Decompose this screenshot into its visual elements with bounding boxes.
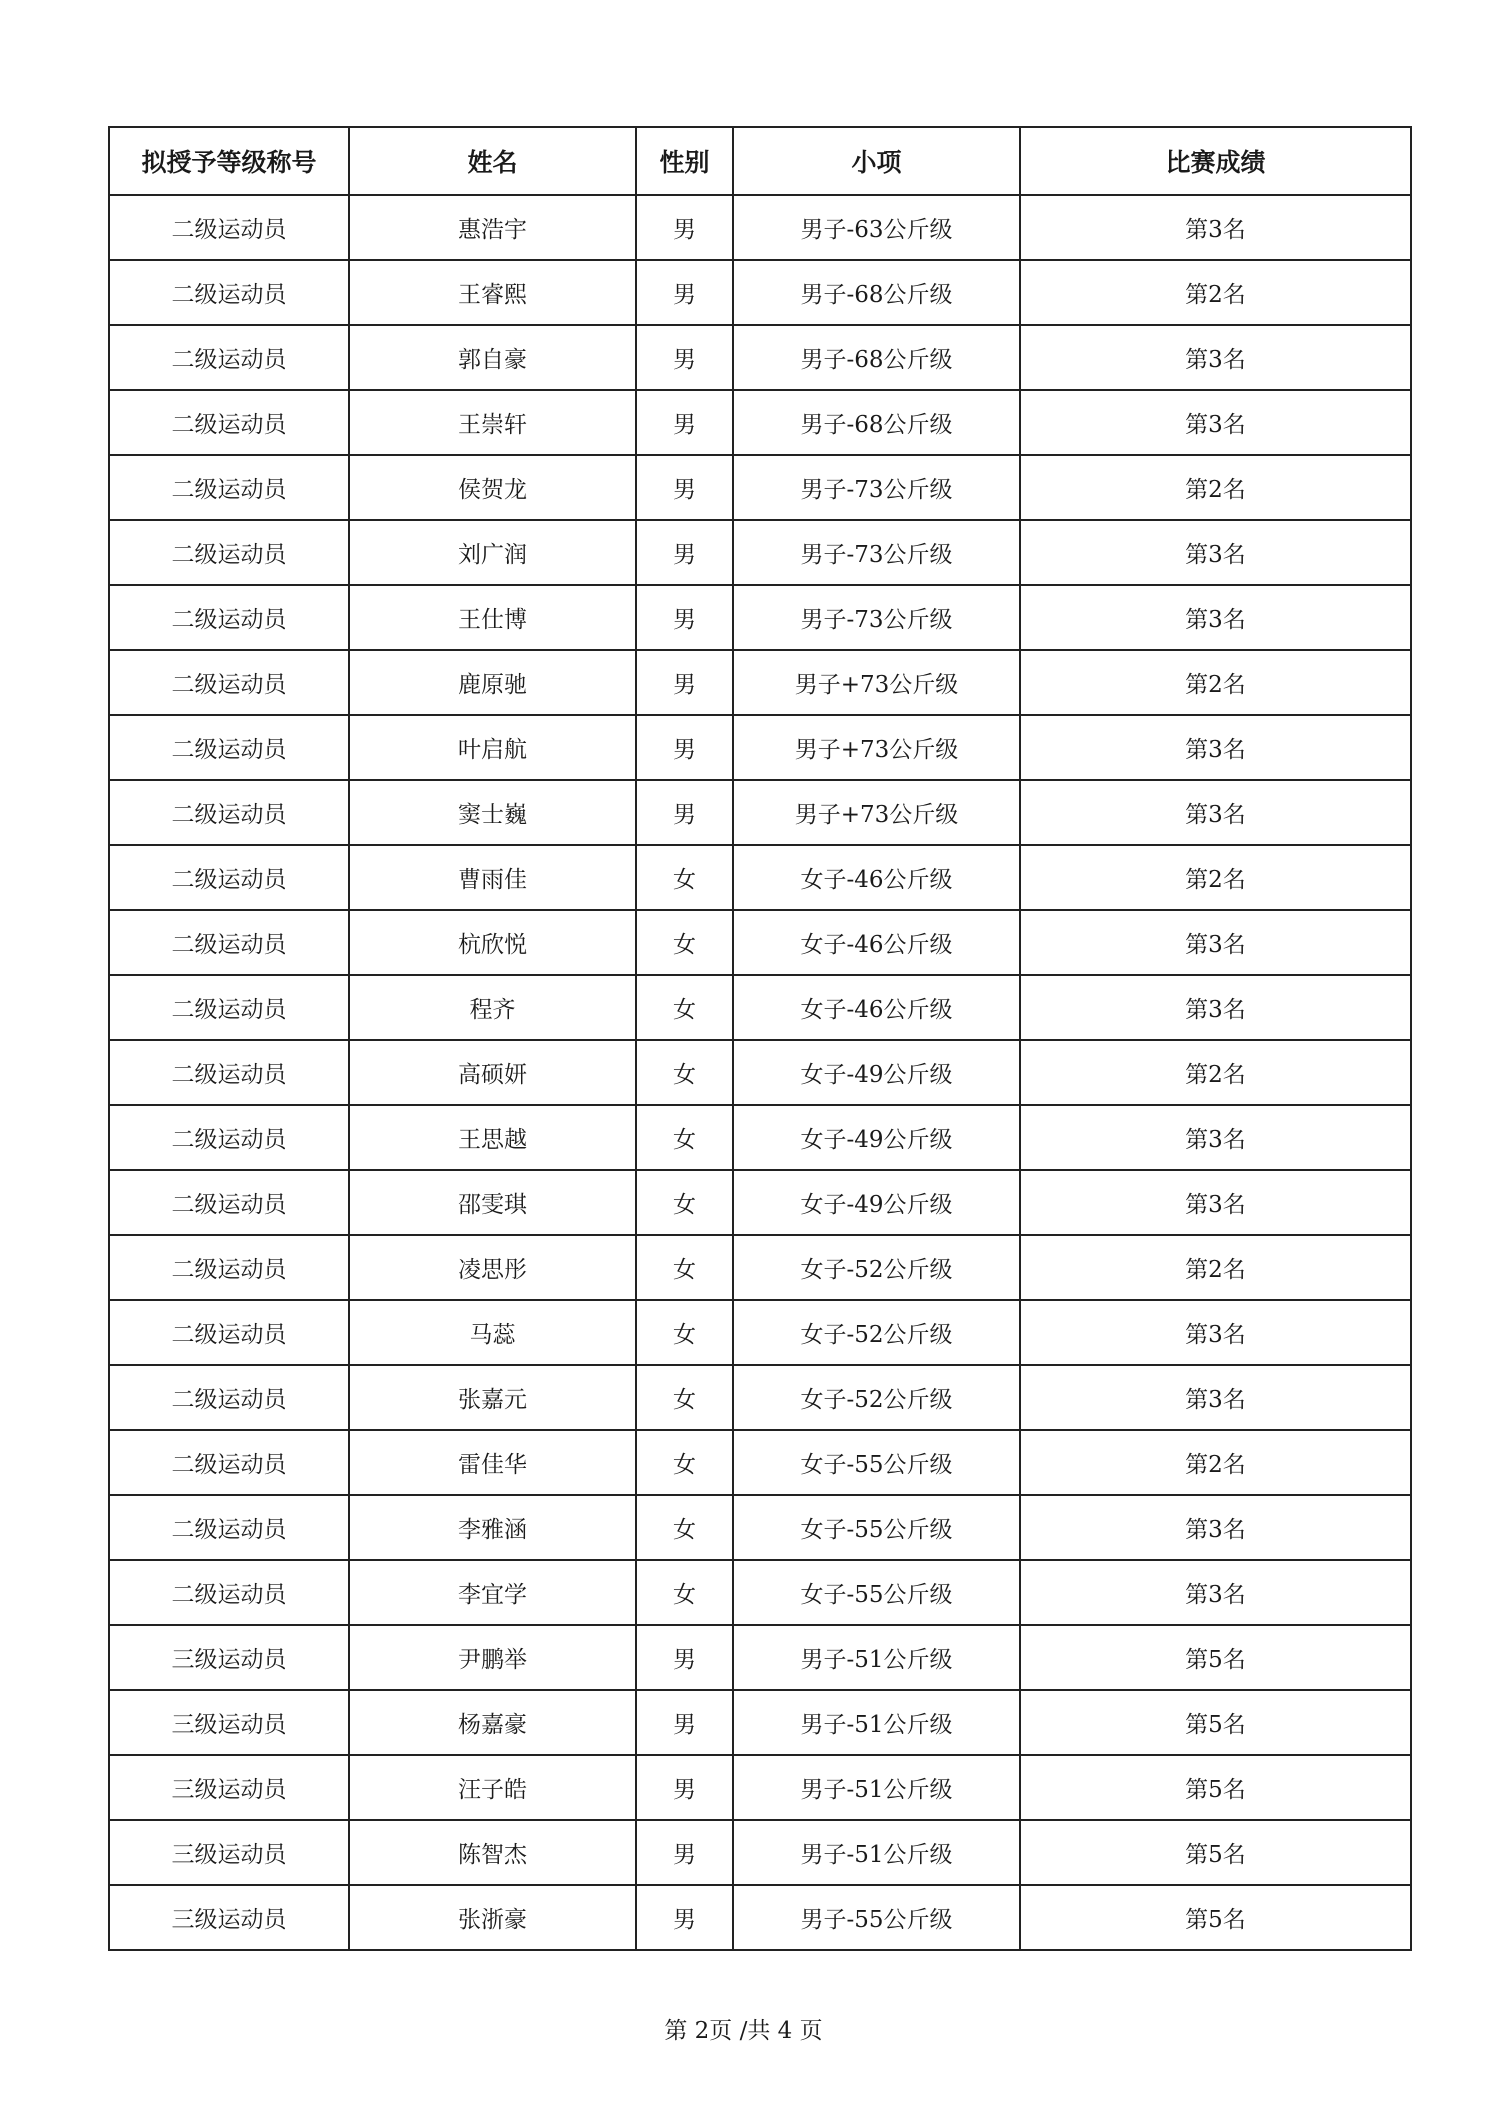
cell-name: 李宜学 xyxy=(349,1560,636,1625)
table-row xyxy=(109,1300,1411,1365)
cell-event: 女子-55公斤级 xyxy=(733,1495,1020,1560)
cell-name: 雷佳华 xyxy=(349,1430,636,1495)
table-row xyxy=(109,1820,1411,1885)
cell-grade-title: 二级运动员 xyxy=(109,260,349,325)
table-row xyxy=(109,1365,1411,1430)
cell-event: 女子-52公斤级 xyxy=(733,1300,1020,1365)
cell-event: 男子+73公斤级 xyxy=(733,715,1020,780)
table-header xyxy=(109,127,1411,195)
cell-event: 男子-68公斤级 xyxy=(733,325,1020,390)
cell-name: 王仕博 xyxy=(349,585,636,650)
cell-grade-title: 二级运动员 xyxy=(109,1365,349,1430)
cell-name: 杨嘉豪 xyxy=(349,1690,636,1755)
table-row xyxy=(109,1755,1411,1820)
cell-result: 第5名 xyxy=(1020,1885,1411,1950)
table-row xyxy=(109,390,1411,455)
table-row xyxy=(109,1040,1411,1105)
cell-event: 女子-49公斤级 xyxy=(733,1170,1020,1235)
cell-name: 曹雨佳 xyxy=(349,845,636,910)
cell-name: 鹿原驰 xyxy=(349,650,636,715)
cell-result: 第3名 xyxy=(1020,910,1411,975)
cell-name: 汪子皓 xyxy=(349,1755,636,1820)
cell-result: 第3名 xyxy=(1020,1300,1411,1365)
table-body xyxy=(109,195,1411,1950)
cell-gender: 男 xyxy=(636,1885,733,1950)
cell-gender: 女 xyxy=(636,1235,733,1300)
cell-event: 男子+73公斤级 xyxy=(733,780,1020,845)
cell-gender: 女 xyxy=(636,910,733,975)
cell-grade-title: 二级运动员 xyxy=(109,650,349,715)
cell-gender: 男 xyxy=(636,715,733,780)
cell-grade-title: 二级运动员 xyxy=(109,845,349,910)
table-row xyxy=(109,715,1411,780)
cell-event: 男子-68公斤级 xyxy=(733,390,1020,455)
cell-gender: 女 xyxy=(636,1560,733,1625)
cell-grade-title: 二级运动员 xyxy=(109,780,349,845)
cell-name: 杭欣悦 xyxy=(349,910,636,975)
cell-result: 第2名 xyxy=(1020,1040,1411,1105)
cell-grade-title: 二级运动员 xyxy=(109,325,349,390)
cell-result: 第5名 xyxy=(1020,1820,1411,1885)
header-gender: 性别 xyxy=(636,127,733,195)
cell-gender: 男 xyxy=(636,325,733,390)
cell-result: 第2名 xyxy=(1020,650,1411,715)
cell-event: 女子-49公斤级 xyxy=(733,1105,1020,1170)
cell-grade-title: 二级运动员 xyxy=(109,195,349,260)
cell-gender: 女 xyxy=(636,1365,733,1430)
cell-grade-title: 三级运动员 xyxy=(109,1885,349,1950)
cell-result: 第3名 xyxy=(1020,1365,1411,1430)
table-row xyxy=(109,975,1411,1040)
cell-grade-title: 二级运动员 xyxy=(109,1495,349,1560)
cell-name: 窦士巍 xyxy=(349,780,636,845)
cell-grade-title: 二级运动员 xyxy=(109,715,349,780)
cell-result: 第2名 xyxy=(1020,845,1411,910)
cell-gender: 男 xyxy=(636,1820,733,1885)
cell-result: 第3名 xyxy=(1020,1560,1411,1625)
cell-event: 女子-55公斤级 xyxy=(733,1430,1020,1495)
table-row xyxy=(109,1560,1411,1625)
table-row xyxy=(109,1430,1411,1495)
table-row xyxy=(109,520,1411,585)
cell-event: 男子-68公斤级 xyxy=(733,260,1020,325)
cell-event: 男子-51公斤级 xyxy=(733,1690,1020,1755)
cell-grade-title: 三级运动员 xyxy=(109,1690,349,1755)
cell-event: 男子-55公斤级 xyxy=(733,1885,1020,1950)
cell-grade-title: 二级运动员 xyxy=(109,1430,349,1495)
cell-name: 马蕊 xyxy=(349,1300,636,1365)
table-row xyxy=(109,1690,1411,1755)
table-row xyxy=(109,260,1411,325)
header-name: 姓名 xyxy=(349,127,636,195)
cell-name: 侯贺龙 xyxy=(349,455,636,520)
cell-gender: 男 xyxy=(636,1755,733,1820)
cell-event: 女子-55公斤级 xyxy=(733,1560,1020,1625)
cell-grade-title: 二级运动员 xyxy=(109,455,349,520)
cell-event: 女子-46公斤级 xyxy=(733,845,1020,910)
cell-event: 男子-51公斤级 xyxy=(733,1820,1020,1885)
athlete-grade-table xyxy=(108,126,1412,1951)
cell-gender: 男 xyxy=(636,1690,733,1755)
cell-name: 张嘉元 xyxy=(349,1365,636,1430)
cell-gender: 女 xyxy=(636,1105,733,1170)
cell-gender: 女 xyxy=(636,1495,733,1560)
cell-result: 第5名 xyxy=(1020,1625,1411,1690)
cell-gender: 男 xyxy=(636,455,733,520)
table-row xyxy=(109,650,1411,715)
cell-result: 第3名 xyxy=(1020,390,1411,455)
cell-name: 李雅涵 xyxy=(349,1495,636,1560)
table-row xyxy=(109,455,1411,520)
cell-grade-title: 三级运动员 xyxy=(109,1755,349,1820)
cell-result: 第3名 xyxy=(1020,1495,1411,1560)
cell-grade-title: 二级运动员 xyxy=(109,390,349,455)
cell-result: 第2名 xyxy=(1020,455,1411,520)
cell-event: 女子-52公斤级 xyxy=(733,1235,1020,1300)
table-row xyxy=(109,845,1411,910)
cell-name: 王思越 xyxy=(349,1105,636,1170)
cell-gender: 男 xyxy=(636,1625,733,1690)
table-row xyxy=(109,1885,1411,1950)
cell-gender: 男 xyxy=(636,585,733,650)
cell-event: 女子-46公斤级 xyxy=(733,910,1020,975)
cell-gender: 男 xyxy=(636,195,733,260)
cell-event: 男子-73公斤级 xyxy=(733,455,1020,520)
cell-grade-title: 二级运动员 xyxy=(109,1235,349,1300)
table-row xyxy=(109,1170,1411,1235)
cell-result: 第3名 xyxy=(1020,1170,1411,1235)
cell-grade-title: 二级运动员 xyxy=(109,975,349,1040)
cell-name: 邵雯琪 xyxy=(349,1170,636,1235)
cell-gender: 女 xyxy=(636,1300,733,1365)
cell-gender: 男 xyxy=(636,260,733,325)
cell-grade-title: 二级运动员 xyxy=(109,1105,349,1170)
cell-grade-title: 三级运动员 xyxy=(109,1625,349,1690)
cell-grade-title: 三级运动员 xyxy=(109,1820,349,1885)
cell-event: 女子-52公斤级 xyxy=(733,1365,1020,1430)
cell-gender: 男 xyxy=(636,390,733,455)
cell-result: 第3名 xyxy=(1020,975,1411,1040)
cell-name: 郭自豪 xyxy=(349,325,636,390)
header-event: 小项 xyxy=(733,127,1020,195)
table-row xyxy=(109,1105,1411,1170)
cell-grade-title: 二级运动员 xyxy=(109,1300,349,1365)
cell-result: 第2名 xyxy=(1020,260,1411,325)
cell-name: 高硕妍 xyxy=(349,1040,636,1105)
cell-result: 第5名 xyxy=(1020,1755,1411,1820)
cell-grade-title: 二级运动员 xyxy=(109,1040,349,1105)
header-grade-title: 拟授予等级称号 xyxy=(109,127,349,195)
table-row xyxy=(109,195,1411,260)
cell-name: 尹鹏举 xyxy=(349,1625,636,1690)
cell-name: 叶启航 xyxy=(349,715,636,780)
cell-gender: 女 xyxy=(636,1040,733,1105)
cell-gender: 男 xyxy=(636,650,733,715)
cell-name: 王睿熙 xyxy=(349,260,636,325)
cell-result: 第2名 xyxy=(1020,1430,1411,1495)
page-number: 第 2页 /共 4 页 xyxy=(664,2018,823,2044)
cell-result: 第3名 xyxy=(1020,325,1411,390)
cell-gender: 女 xyxy=(636,1170,733,1235)
table-row xyxy=(109,910,1411,975)
cell-event: 男子-73公斤级 xyxy=(733,520,1020,585)
cell-gender: 女 xyxy=(636,975,733,1040)
cell-event: 女子-49公斤级 xyxy=(733,1040,1020,1105)
cell-name: 程齐 xyxy=(349,975,636,1040)
cell-grade-title: 二级运动员 xyxy=(109,1560,349,1625)
cell-event: 男子-51公斤级 xyxy=(733,1755,1020,1820)
table-row xyxy=(109,585,1411,650)
cell-result: 第2名 xyxy=(1020,1235,1411,1300)
cell-event: 男子-73公斤级 xyxy=(733,585,1020,650)
table-row xyxy=(109,780,1411,845)
cell-result: 第3名 xyxy=(1020,715,1411,780)
header-result: 比赛成绩 xyxy=(1020,127,1411,195)
cell-result: 第3名 xyxy=(1020,520,1411,585)
cell-grade-title: 二级运动员 xyxy=(109,910,349,975)
cell-result: 第5名 xyxy=(1020,1690,1411,1755)
cell-name: 张浙豪 xyxy=(349,1885,636,1950)
table-row xyxy=(109,1235,1411,1300)
cell-event: 女子-46公斤级 xyxy=(733,975,1020,1040)
cell-name: 陈智杰 xyxy=(349,1820,636,1885)
cell-grade-title: 二级运动员 xyxy=(109,585,349,650)
cell-result: 第3名 xyxy=(1020,585,1411,650)
cell-name: 王崇轩 xyxy=(349,390,636,455)
cell-result: 第3名 xyxy=(1020,1105,1411,1170)
cell-event: 男子+73公斤级 xyxy=(733,650,1020,715)
cell-gender: 男 xyxy=(636,520,733,585)
cell-gender: 女 xyxy=(636,1430,733,1495)
cell-event: 男子-63公斤级 xyxy=(733,195,1020,260)
cell-name: 刘广润 xyxy=(349,520,636,585)
cell-grade-title: 二级运动员 xyxy=(109,520,349,585)
table-row xyxy=(109,1495,1411,1560)
cell-result: 第3名 xyxy=(1020,195,1411,260)
header-row xyxy=(109,127,1411,195)
cell-gender: 女 xyxy=(636,845,733,910)
table-row xyxy=(109,325,1411,390)
cell-gender: 男 xyxy=(636,780,733,845)
cell-result: 第3名 xyxy=(1020,780,1411,845)
cell-name: 惠浩宇 xyxy=(349,195,636,260)
cell-event: 男子-51公斤级 xyxy=(733,1625,1020,1690)
cell-grade-title: 二级运动员 xyxy=(109,1170,349,1235)
table-row xyxy=(109,1625,1411,1690)
cell-name: 凌思彤 xyxy=(349,1235,636,1300)
